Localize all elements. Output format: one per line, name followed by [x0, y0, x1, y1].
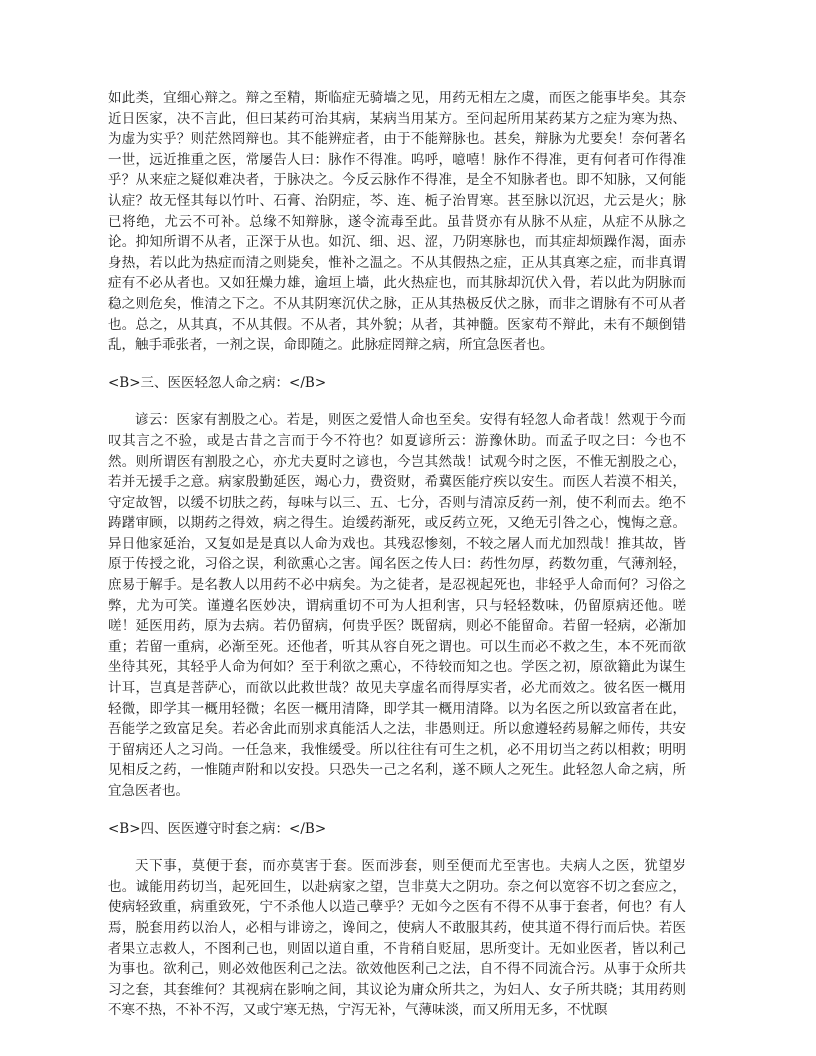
section-heading-3: <B>三、医医轻忽人命之病：</B>: [108, 374, 327, 391]
paragraph-human-life: 谚云：医家有割股之心。若是，则医之爱惜人命也至矣。安得有轻忽人命者哉！然观于今而叹其言之不验，或是古昔之言而于今不符也？如夏谚所云：游豫休助。而孟子叹之曰：今也不然。则所谓医有割股之心，亦尤夫夏时之谚也，今岂其然哉！试观今时之医，不惟无割股之心，若并无援手之意。病家殷勤延医，竭心力，费资财，希冀医能疗疾以安生。而医人若漠不相关，守定故智，以缓不切肤之药，每味与以三、五、七分，否则与清凉反药一剂，使不利而去。绝不踌躇审顾，以期药之得效，病之得生。迨缓药渐死，或反药立死，又绝无引咎之心，愧悔之意。异日他家延治，又复如是是真以人命为戏也。其残忍惨刻，不较之屠人而尤加烈哉！推其故，皆原于传授之讹，习俗之误，利欲熏心之害。闻名医之传人曰：药性勿厚，药数勿重，气薄剂轻，庶易于解手。是名教人以用药不必中病矣。为之徒者，是忍视起死也，非轻乎人命而何？习俗之弊，尤为可笑。谨遵名医妙决，谓病重切不可为人担利害，只与轻轻数味，仍留原病还他。嗟嗟！延医用药，原为去病。若仍留病，何贵乎医？既留病，则必不能留命。若留一轻病，必渐加重；若留一重病，必渐至死。还他者，听其从容自死之谓也。可以生而必不救之生，本不死而欲坐待其死，其轻乎人命为何如？至于利欲之熏心，不待较而知之也。学医之初，原欲籍此为谋生计耳，岂真是菩萨心，而欲以此救世哉？故见夫享虚名而得厚实者，必尤而效之。彼名医一概用轻微，即学其一概用轻微；名医一概用清降，即学其一概用清降。以为名医之所以致富者在此，吾能学之致富足矣。若必舍此而别求真能活人之法，非愚则迂。所以愈遵轻药易解之师传，共安于留病还人之习尚。一任急来，我惟缓受。所以往往有可生之机，必不用切当之药以相救；明明见相反之药，一惟随声附和以安投。只恐失一己之名利，遂不顾人之死生。此轻忽人命之病，所宜急医者也。: [108, 412, 686, 799]
paragraph-pulse-diagnosis: 如此类，宜细心辩之。辩之至精，斯临症无骑墙之见，用药无相左之虞，而医之能事毕矣。其奈近日医家，决不言此，但曰某药可治其病，某病当用某方。至问起所用某药某方之症为寒为热、为虚为实乎？则茫然罔辩也。其不能辨症者，由于不能辩脉也。甚矣，辩脉为尤要矣！奈何著名一世，远近推重之医，常屡告人曰：脉作不得准。呜呼，噫嘻！脉作不得准，更有何者可作得准乎？从来症之疑似难决者，于脉决之。今反云脉作不得准，是全不知脉者也。即不知脉，又何能认症？故无怪其每以竹叶、石膏、治阴症，芩、连、栀子治胃寒。甚至脉以沉迟，尤云是火；脉已将绝，尤云不可补。总缘不知辩脉，遂令流毒至此。虽昔贤亦有从脉不从症，从症不从脉之论。抑知所谓不从者，正深于从也。如沉、细、迟、涩，乃阴寒脉也，而其症却烦躁作渴，面赤身热，若以此为热症而清之则毙矣，惟补之温之。不从其假热之症，正从其真寒之症，而非真谓症有不必从者也。又如狂燥力雄，逾垣上墙，此火热症也，而其脉却沉伏入骨，若以此为阴脉而稳之则危矣，惟清之下之。不从其阴寒沉伏之脉，正从其热极反伏之脉，而非之谓脉有不可从者也。总之，从其真，不从其假。不从者，其外貌；从者，其神髓。医家苟不辩此，未有不颠倒错乱，触手乖张者，一剂之误，命即随之。此脉症罔辩之病，所宜急医者也。: [108, 90, 686, 354]
document-page: [108, 88, 686, 1021]
section-heading-4: <B>四、医医遵守时套之病：</B>: [108, 820, 327, 837]
paragraph-conventions: 天下事，莫便于套，而亦莫害于套。医而涉套，则至便而尤至害也。夫病人之医，犹望岁也。诚能用药切当，起死回生，以赴病家之望，岂非莫大之阴功。奈之何以宽容不切之套应之，使病轻致重，病重致死，宁不杀他人以造己孽乎？无如今之医有不得不从事于套者，何也？有人焉，脱套用药以治人，必相与诽谤之，谗间之，使病人不敢服其药，使其道不得行而后快。若医者果立志救人，不图利己也，则固以道自重，不肯稍自贬屈，思所变计。无如业医者，皆以利己为事也。欲利己，则必效他医利己之法。欲效他医利己之法，自不得不同流合污。从事于众所共习之套，其套维何？其视病在影响之间，其议论为庸众所共之，为妇人、女子所共晓；其用药则不寒不热，不补不泻，又或宁寒无热，宁泻无补，气薄味淡，而又所用无多，不忧暝: [108, 858, 686, 1019]
